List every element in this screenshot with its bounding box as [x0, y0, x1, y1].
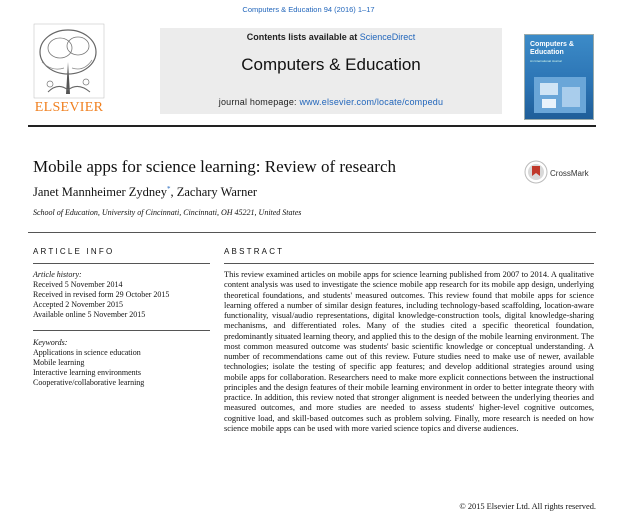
- author-2[interactable]: Zachary Warner: [176, 185, 258, 200]
- article-info-divider: [33, 263, 210, 264]
- keywords: [33, 338, 213, 388]
- contents-prefix: Contents lists available at: [246, 32, 360, 42]
- crossmark-badge[interactable]: [524, 160, 604, 186]
- journal-homepage-link[interactable]: www.elsevier.com/locate/compedu: [299, 97, 444, 107]
- journal-homepage-line: [160, 97, 502, 107]
- history-received: Received 5 November 2014: [33, 280, 123, 289]
- crossmark-icon: [524, 160, 548, 184]
- history-accepted: Accepted 2 November 2015: [33, 300, 123, 309]
- article-history: [33, 270, 213, 320]
- keyword-item: Applications in science education: [33, 348, 141, 357]
- keyword-item: Interactive learning environments: [33, 368, 141, 377]
- keywords-label: Keywords:: [33, 338, 68, 347]
- history-revised: Received in revised form 29 October 2015: [33, 290, 170, 299]
- author-list: [33, 185, 257, 200]
- elsevier-wordmark: ELSEVIER: [34, 100, 104, 115]
- journal-reference[interactable]: Computers & Education 94 (2016) 1–17: [242, 5, 375, 14]
- author-separator: ,: [170, 185, 177, 200]
- article-info-heading: ARTICLE INFO: [33, 247, 115, 256]
- author-1[interactable]: Janet Mannheimer Zydney: [33, 185, 167, 200]
- keyword-item: Cooperative/collaborative learning: [33, 378, 145, 387]
- corresponding-author-marker[interactable]: *: [166, 185, 171, 193]
- journal-masthead: [28, 22, 596, 120]
- article-history-label: Article history:: [33, 270, 82, 279]
- keywords-divider: [33, 330, 210, 331]
- abstract-text: This review examined articles on mobile apps for science learning published from 2007 to 2014. A qualitative content analysis was used to investigate the science mobile app research for its mobile app design, underlying theoretical foundations, and students' measured outcomes. This review found that mobile apps for science learning offered a number of similar design features, including technology-based scaffolding, location-aware functionality, visual/audio representations, digital knowledge-construction tools, digital knowledge-sharing mechanisms, and differentiated roles. Many of the studies cited a specific theoretical foundation, predominantly situated learning theory, and applied this to the design of the mobile learning environment. The most common measured outcome was students' basic scientific knowledge or conceptual understanding. A number of recommendations came out of this review. Future studies need to make use of newer, available technologies; isolate the testing of specific app features; and develop additional strategies around using mobile apps for collaboration. Researchers need to make more explicit connections between the instructional principles and the design features of their mobile learning environment in order to better integrate theory with practice. In addition, this review noted that stronger alignment is needed between the underlying theories and measured outcomes, and more studies are needed to assess students' higher-level cognitive outcomes, cognitive load, and skill-based outcomes such as problem solving. Finally, more research is needed on how science mobile apps can be used with more varied science topics and diverse audiences.: [224, 270, 594, 433]
- journal-title: Computers & Education: [241, 55, 421, 74]
- homepage-prefix: journal homepage:: [218, 97, 300, 107]
- masthead-divider: [28, 125, 596, 127]
- article-title: Mobile apps for science learning: Review of research: [33, 157, 396, 176]
- cover-artwork-icon: [534, 77, 586, 113]
- journal-cover-thumbnail[interactable]: [524, 34, 594, 120]
- keyword-item: Mobile learning: [33, 358, 85, 367]
- sciencedirect-link[interactable]: ScienceDirect: [359, 32, 416, 42]
- contents-line: [160, 32, 502, 42]
- history-online: Available online 5 November 2015: [33, 310, 146, 319]
- abstract-heading: ABSTRACT: [224, 247, 285, 256]
- cover-subtitle: An International Journal: [530, 59, 562, 63]
- abstract-divider: [224, 263, 594, 264]
- crossmark-label: CrossMark: [550, 169, 589, 178]
- copyright-notice: © 2015 Elsevier Ltd. All rights reserved.: [459, 502, 596, 511]
- cover-title: Computers & Education: [530, 41, 574, 56]
- header-divider: [28, 232, 596, 233]
- affiliation: School of Education, University of Cincinnati, Cincinnati, OH 45221, United States: [33, 208, 302, 217]
